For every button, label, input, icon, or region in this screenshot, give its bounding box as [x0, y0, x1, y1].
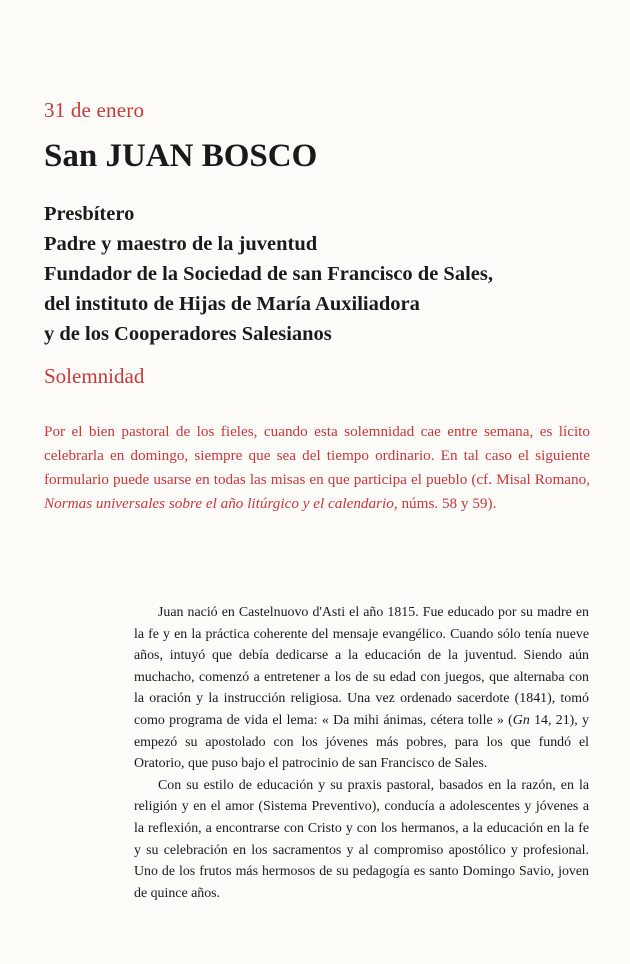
subtitle-line: del instituto de Hijas de María Auxiliadora	[44, 293, 420, 315]
saint-title: San JUAN BOSCO	[44, 138, 318, 174]
paragraph-text: 14, 21), y empezó su apostolado con los jóvenes más pobres, para los que fundó el Oratorio, que puso bajo el patrocinio de san Francisco de Sales.	[134, 712, 589, 772]
liturgical-rank: Solemnidad	[44, 364, 145, 388]
biography-paragraph: Con su estilo de educación y su praxis pastoral, basados en la razón, en la religión y en el amor (Sistema Preventivo), conducía a adolescentes y jóvenes a la reflexión, a encontrarse con Cristo y con los hermanos, a la educación en la fe y su celebración en los sacramentos y al compromiso apostólico y profesional. Uno de los frutos más hermosos de su pedagogía es santo Domingo Savio, joven de quince años.	[134, 777, 589, 901]
biography-paragraph	[134, 602, 589, 775]
subtitle-line: Fundador de la Sociedad de san Francisco de Sales,	[44, 263, 493, 285]
subtitle-line: Padre y maestro de la juventud	[44, 233, 318, 255]
subtitle-line: Presbítero	[44, 203, 135, 225]
rubric-note	[44, 420, 590, 516]
rubric-italic-reference: Normas universales sobre el año litúrgico y el calendario,	[44, 495, 398, 512]
paragraph-text: Juan nació en Castelnuovo d'Asti el año 1815. Fue educado por su madre en la fe y en la práctica coherente del mensaje evangélico. Cuando sólo tenía nueve años, intuyó que debía dedicarse a la educación de la juventud. Siendo aún muchacho, comenzó a entretener a los de su edad con juegos, que alternaba con la oración y la instrucción religiosa. Una vez ordenado sacerdote (1841), tomó como programa de vida el lema: « Da mihi ánimas, cétera tolle » (	[134, 605, 589, 728]
saint-subtitles	[44, 199, 604, 349]
feast-date: 31 de enero	[44, 98, 145, 122]
scripture-reference: Gn	[512, 712, 530, 728]
biography	[134, 602, 589, 904]
rubric-text-end: núms. 58 y 59).	[397, 495, 497, 512]
subtitle-line: y de los Cooperadores Salesianos	[44, 323, 332, 345]
rubric-text: Por el bien pastoral de los fieles, cuando esta solemnidad cae entre semana, es lícito celebrarla en domingo, siempre que sea del tiempo ordinario. En tal caso el siguiente formulario puede usarse en todas las misas en que participa el pueblo (cf. Misal Romano,	[44, 423, 590, 488]
